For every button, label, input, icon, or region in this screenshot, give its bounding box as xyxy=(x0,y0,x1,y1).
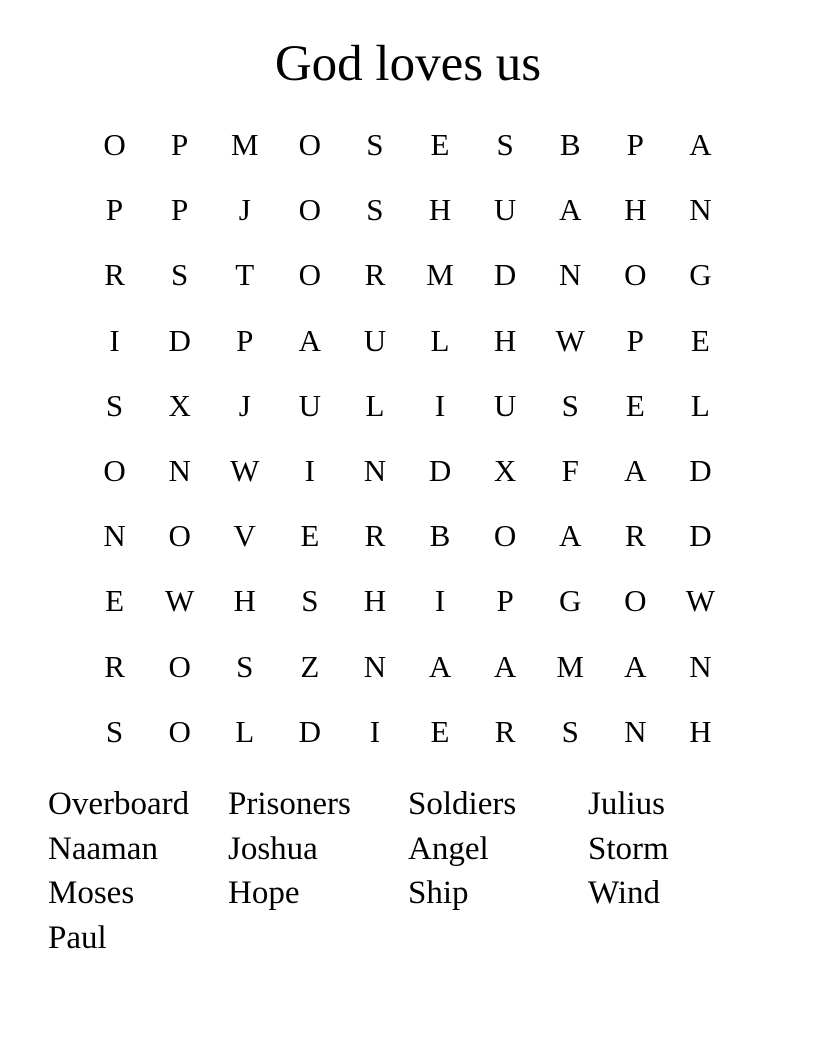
grid-letter: N xyxy=(624,713,647,749)
word-list-item: Hope xyxy=(228,875,300,912)
grid-letter: A xyxy=(559,518,582,554)
grid-letter: X xyxy=(168,387,191,423)
grid-letter: H xyxy=(624,192,647,228)
word-list-item: Paul xyxy=(48,920,107,957)
grid-letter: U xyxy=(493,192,517,228)
grid-letter: A xyxy=(689,127,712,162)
grid-row xyxy=(82,699,733,764)
grid-letter: D xyxy=(689,452,712,488)
grid-letter: H xyxy=(493,322,517,358)
grid-letter: W xyxy=(555,322,585,358)
grid-letter: S xyxy=(236,648,254,684)
grid-letter: R xyxy=(364,257,386,293)
grid-row xyxy=(82,568,733,633)
grid-letter: O xyxy=(168,713,191,749)
grid-letter: A xyxy=(624,648,647,684)
word-list-item: Prisoners xyxy=(228,786,351,822)
grid-letter: J xyxy=(238,387,251,423)
grid-letter: P xyxy=(171,192,189,228)
grid-row xyxy=(82,112,733,177)
grid-letter: G xyxy=(689,257,712,293)
grid-letter: E xyxy=(625,387,645,423)
grid-letter: P xyxy=(236,322,254,358)
grid-letter: N xyxy=(559,257,582,293)
grid-letter: P xyxy=(496,583,514,619)
grid-letter: O xyxy=(103,127,126,162)
grid-letter: L xyxy=(365,387,385,423)
grid-letter: O xyxy=(624,583,647,619)
grid-letter: R xyxy=(364,518,386,554)
grid-letter: S xyxy=(171,257,189,293)
grid-letter: P xyxy=(171,127,189,162)
grid-row xyxy=(82,177,733,242)
grid-letter: S xyxy=(561,713,579,749)
grid-letter: W xyxy=(165,583,195,619)
grid-row xyxy=(82,634,733,699)
grid-letter: P xyxy=(626,127,644,162)
word-list-item: Storm xyxy=(588,830,669,867)
word-list-item: Joshua xyxy=(228,830,318,867)
grid-letter: N xyxy=(363,648,387,684)
grid-letter: H xyxy=(233,583,256,619)
grid-letter: O xyxy=(298,127,322,162)
grid-letter: E xyxy=(430,127,450,162)
grid-letter: O xyxy=(298,257,322,293)
grid-letter: I xyxy=(109,322,120,358)
grid-letter: A xyxy=(493,648,517,684)
grid-letter: W xyxy=(230,452,260,488)
grid-letter: I xyxy=(304,452,315,488)
word-list-item: Ship xyxy=(408,875,469,912)
grid-letter: B xyxy=(429,518,451,554)
grid-letter: A xyxy=(428,648,452,684)
grid-letter: N xyxy=(103,518,126,554)
word-list-item: Overboard xyxy=(48,786,190,822)
grid-letter: E xyxy=(690,322,710,358)
grid-letter: H xyxy=(363,583,387,619)
grid-letter: D xyxy=(298,713,322,749)
grid-letter: Z xyxy=(300,648,320,684)
grid-letter: E xyxy=(105,583,125,619)
grid-letter: S xyxy=(496,127,514,162)
grid-letter: L xyxy=(235,713,255,749)
grid-letter: E xyxy=(300,518,320,554)
grid-letter: R xyxy=(104,257,125,293)
grid-letter: I xyxy=(434,387,446,423)
grid-letter: H xyxy=(689,713,712,749)
grid-letter: M xyxy=(426,257,454,293)
word-list-item: Soldiers xyxy=(408,786,517,822)
grid-row xyxy=(82,373,733,438)
grid-letter: N xyxy=(168,452,191,488)
grid-letter: R xyxy=(494,713,516,749)
grid-letter: U xyxy=(363,322,387,358)
grid-letter: U xyxy=(493,387,517,423)
grid-row xyxy=(82,308,733,373)
grid-letter: R xyxy=(104,648,125,684)
grid-row xyxy=(82,438,733,503)
grid-letter: O xyxy=(168,518,191,554)
grid-row xyxy=(82,242,733,307)
grid-letter: S xyxy=(561,387,579,423)
grid-letter: S xyxy=(301,583,319,619)
grid-letter: A xyxy=(298,322,322,358)
grid-letter: O xyxy=(168,648,191,684)
grid-letter: S xyxy=(105,713,124,749)
grid-letter: D xyxy=(493,257,517,293)
word-list-item: Wind xyxy=(588,875,660,912)
word-list-item: Moses xyxy=(48,875,135,912)
word-list xyxy=(48,782,768,961)
grid-letter: R xyxy=(624,518,646,554)
grid-letter: O xyxy=(493,518,517,554)
word-search-grid xyxy=(82,112,733,764)
grid-letter: U xyxy=(298,387,322,423)
grid-letter: N xyxy=(363,452,387,488)
grid-letter: O xyxy=(298,192,322,228)
grid-letter: S xyxy=(105,387,124,423)
grid-letter: P xyxy=(626,322,644,358)
word-list-item: Angel xyxy=(408,830,489,867)
grid-letter: D xyxy=(168,322,191,358)
word-list-item: Julius xyxy=(588,786,666,822)
grid-letter: D xyxy=(428,452,452,488)
grid-letter: B xyxy=(559,127,581,162)
grid-letter: I xyxy=(434,583,446,619)
grid-letter: L xyxy=(430,322,450,358)
grid-letter: P xyxy=(105,192,124,228)
grid-letter: S xyxy=(366,192,384,228)
grid-letter: M xyxy=(230,127,259,162)
grid-letter: H xyxy=(428,192,452,228)
grid-letter: E xyxy=(430,713,450,749)
grid-row xyxy=(82,503,733,568)
grid-letter: N xyxy=(689,648,712,684)
grid-letter: A xyxy=(624,452,647,488)
grid-letter: V xyxy=(233,518,256,554)
grid-letter: F xyxy=(561,452,579,488)
grid-letter: I xyxy=(369,713,381,749)
grid-letter: L xyxy=(690,387,710,423)
grid-letter: G xyxy=(559,583,582,619)
grid-letter: J xyxy=(238,192,251,228)
word-list-item: Naaman xyxy=(48,830,158,867)
grid-letter: W xyxy=(685,583,716,619)
grid-letter: D xyxy=(689,518,712,554)
grid-letter: O xyxy=(624,257,647,293)
grid-letter: N xyxy=(689,192,712,228)
grid-letter: M xyxy=(556,648,584,684)
page-title: God loves us xyxy=(274,36,542,92)
grid-letter: T xyxy=(235,257,255,293)
grid-letter: X xyxy=(493,452,517,488)
grid-letter: S xyxy=(366,127,384,162)
grid-letter: A xyxy=(559,192,582,228)
grid-letter: O xyxy=(103,452,126,488)
